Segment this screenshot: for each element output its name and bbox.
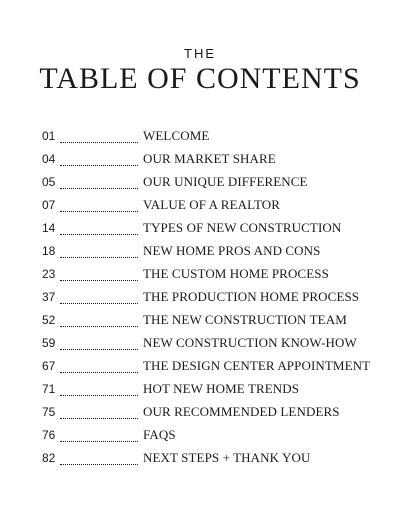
toc-entry-label: FAQS — [143, 426, 176, 442]
toc-page-number: 05 — [42, 174, 56, 189]
toc-entry-construction-team[interactable] — [42, 308, 372, 331]
toc-page-number: 04 — [42, 151, 56, 166]
toc-entry-value-of-realtor[interactable] — [42, 193, 372, 216]
toc-leader-dots — [60, 247, 138, 258]
toc-entry-label: THE PRODUCTION HOME PROCESS — [143, 288, 360, 304]
toc-leader-dots — [60, 293, 138, 304]
toc-entry-label: OUR RECOMMENDED LENDERS — [143, 403, 340, 419]
toc-entry-label: TYPES OF NEW CONSTRUCTION — [143, 219, 342, 235]
toc-entry-recommended-lenders[interactable] — [42, 400, 372, 423]
toc-page-number: 71 — [42, 381, 56, 396]
toc-entry-market-share[interactable] — [42, 147, 372, 170]
toc-entry-label: VALUE OF A REALTOR — [143, 196, 281, 212]
toc-page-number: 18 — [42, 243, 56, 258]
toc-leader-dots — [60, 362, 138, 373]
toc-entry-unique-difference[interactable] — [42, 170, 372, 193]
toc-leader-dots — [60, 155, 138, 166]
toc-leader-dots — [60, 270, 138, 281]
toc-leader-dots — [60, 224, 138, 235]
toc-page-number: 37 — [42, 289, 56, 304]
toc-leader-dots — [60, 431, 138, 442]
toc-page-number: 07 — [42, 197, 56, 212]
toc-page-number: 75 — [42, 404, 56, 419]
toc-leader-dots — [60, 385, 138, 396]
toc-entry-know-how[interactable] — [42, 331, 372, 354]
toc-page-number: 23 — [42, 266, 56, 281]
toc-page-number: 14 — [42, 220, 56, 235]
toc-entry-home-trends[interactable] — [42, 377, 372, 400]
toc-entry-label: THE DESIGN CENTER APPOINTMENT — [143, 357, 371, 373]
toc-leader-dots — [60, 454, 138, 465]
toc-entry-label: NEXT STEPS + THANK YOU — [143, 449, 311, 465]
toc-entry-label: OUR UNIQUE DIFFERENCE — [143, 173, 308, 189]
toc-entry-design-center[interactable] — [42, 354, 372, 377]
toc-page-number: 59 — [42, 335, 56, 350]
toc-leader-dots — [60, 201, 138, 212]
toc-entry-label: THE NEW CONSTRUCTION TEAM — [143, 311, 347, 327]
toc-entry-label: WELCOME — [143, 127, 210, 143]
toc-page-number: 76 — [42, 427, 56, 442]
toc-leader-dots — [60, 316, 138, 327]
toc-page-number: 82 — [42, 450, 56, 465]
toc-entry-label: OUR MARKET SHARE — [143, 150, 276, 166]
toc-page-number: 52 — [42, 312, 56, 327]
toc-leader-dots — [60, 408, 138, 419]
toc-entry-label: THE CUSTOM HOME PROCESS — [143, 265, 329, 281]
toc-entry-label: HOT NEW HOME TRENDS — [143, 380, 300, 396]
title-kicker: THE — [184, 46, 216, 61]
toc-entry-production-home-process[interactable] — [42, 285, 372, 308]
page-title: TABLE OF CONTENTS — [39, 62, 361, 95]
toc-entry-custom-home-process[interactable] — [42, 262, 372, 285]
table-of-contents — [42, 124, 372, 469]
toc-entry-faqs[interactable] — [42, 423, 372, 446]
toc-entry-next-steps[interactable] — [42, 446, 372, 469]
toc-entry-types-of-construction[interactable] — [42, 216, 372, 239]
toc-entry-pros-and-cons[interactable] — [42, 239, 372, 262]
toc-leader-dots — [60, 178, 138, 189]
toc-leader-dots — [60, 339, 138, 350]
toc-entry-label: NEW CONSTRUCTION KNOW-HOW — [143, 334, 357, 350]
toc-page-number: 01 — [42, 128, 56, 143]
toc-entry-welcome[interactable] — [42, 124, 372, 147]
toc-leader-dots — [60, 132, 138, 143]
toc-page-number: 67 — [42, 358, 56, 373]
toc-entry-label: NEW HOME PROS AND CONS — [143, 242, 321, 258]
